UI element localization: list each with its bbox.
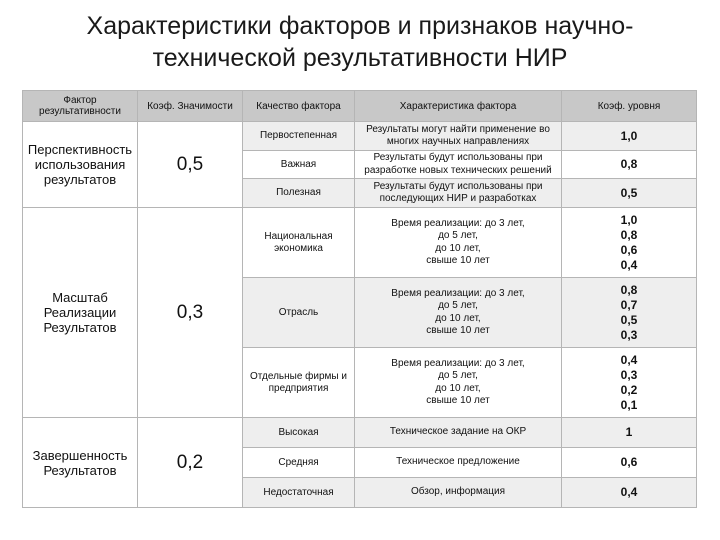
characteristic-cell: [355, 208, 562, 278]
table-row: [23, 418, 697, 448]
header-factor: Фактор результативности: [23, 91, 138, 122]
characteristic-line: свыше 10 лет: [426, 395, 490, 406]
factor-cell: Перспективность использования результатов: [23, 122, 138, 208]
level-cell: [562, 348, 697, 418]
header-weight: Коэф. Значимости: [138, 91, 243, 122]
page-title: [0, 10, 720, 74]
characteristic-line: до 5 лет,: [438, 300, 478, 311]
characteristic-cell: [355, 122, 562, 151]
quality-cell: Национальная экономика: [243, 208, 355, 278]
characteristic-line: свыше 10 лет: [426, 325, 490, 336]
quality-cell: Средняя: [243, 448, 355, 478]
characteristic-cell: Техническое предложение: [355, 448, 562, 478]
level-cell: 0,8: [562, 151, 697, 179]
level-cell: 0,4: [562, 478, 697, 508]
weight-cell: 0,5: [138, 122, 243, 208]
characteristic-line: Результаты могут найти применение во: [366, 123, 550, 135]
characteristic-cell: [355, 179, 562, 208]
quality-cell: Высокая: [243, 418, 355, 448]
factors-table: [22, 90, 697, 508]
level-cell: [562, 208, 697, 278]
table-header-row: [23, 91, 697, 122]
characteristic-cell: Обзор, информация: [355, 478, 562, 508]
characteristic-cell: [355, 348, 562, 418]
characteristic-line: до 10 лет,: [435, 242, 481, 254]
quality-cell: Важная: [243, 151, 355, 179]
level-value: 0,4: [620, 352, 638, 367]
characteristic-cell: Техническое задание на ОКР: [355, 418, 562, 448]
quality-cell: Отрасль: [243, 278, 355, 348]
level-value: 0,2: [620, 382, 638, 397]
quality-cell: Первостепенная: [243, 122, 355, 151]
characteristic-line: до 5 лет,: [438, 370, 478, 381]
level-value: 0,3: [620, 367, 638, 382]
characteristic-line: до 10 лет,: [435, 382, 481, 394]
page-title-line-1: Характеристики факторов и признаков научно-: [86, 12, 634, 40]
table-row: [23, 208, 697, 278]
header-level: Коэф. уровня: [562, 91, 697, 122]
quality-cell: Отдельные фирмы и предприятия: [243, 348, 355, 418]
factor-cell: Завершенность Результатов: [23, 418, 138, 508]
level-value: 0,4: [620, 257, 638, 272]
characteristic-line: Время реализации: до 3 лет,: [391, 287, 525, 299]
characteristic-line: Время реализации: до 3 лет,: [391, 217, 525, 229]
header-characteristic: Характеристика фактора: [355, 91, 562, 122]
characteristic-line: до 10 лет,: [435, 312, 481, 324]
quality-cell: Недостаточная: [243, 478, 355, 508]
level-value: 0,7: [620, 297, 638, 312]
characteristic-line: многих научных направлениях: [386, 136, 530, 147]
characteristic-line: свыше 10 лет: [426, 255, 490, 266]
characteristic-cell: [355, 278, 562, 348]
characteristic-line: Время реализации: до 3 лет,: [391, 357, 525, 369]
level-value: 0,8: [620, 227, 638, 242]
level-cell: 0,5: [562, 179, 697, 208]
level-value: 0,3: [620, 327, 638, 342]
characteristic-line: последующих НИР и разработках: [379, 193, 537, 204]
level-cell: [562, 278, 697, 348]
level-value: 0,8: [620, 282, 638, 297]
level-value: 0,1: [620, 397, 638, 412]
characteristic-line: Результаты будут использованы при: [373, 152, 543, 163]
weight-cell: 0,2: [138, 418, 243, 508]
level-cell: 1: [562, 418, 697, 448]
table-row: [23, 122, 697, 151]
characteristic-line: до 5 лет,: [438, 230, 478, 241]
characteristic-line: разработке новых технических решений: [364, 164, 552, 176]
quality-cell: Полезная: [243, 179, 355, 208]
level-value: 0,5: [620, 312, 638, 327]
level-cell: 0,6: [562, 448, 697, 478]
header-quality: Качество фактора: [243, 91, 355, 122]
level-cell: 1,0: [562, 122, 697, 151]
level-value: 1,0: [620, 212, 638, 227]
characteristic-line: Результаты будут использованы при: [373, 180, 543, 192]
characteristic-cell: [355, 151, 562, 179]
factor-cell: Масштаб Реализации Результатов: [23, 208, 138, 418]
weight-cell: 0,3: [138, 208, 243, 418]
level-value: 0,6: [620, 242, 638, 257]
page-title-line-2: технической результативности НИР: [152, 44, 568, 72]
